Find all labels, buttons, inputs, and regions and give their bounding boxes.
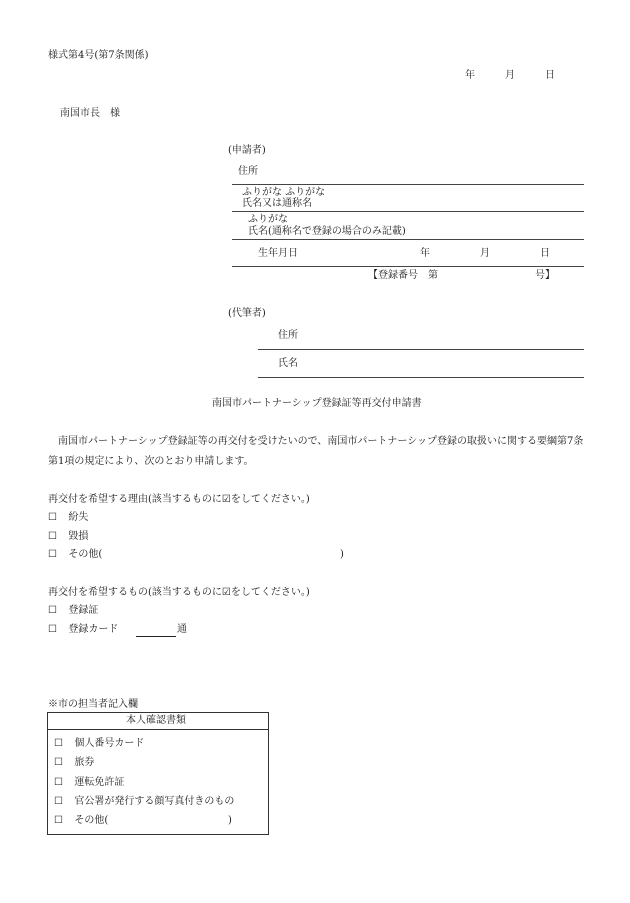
doc-label: その他(	[74, 815, 109, 826]
checkbox-icon[interactable]: ☐	[48, 512, 57, 523]
checkbox-icon[interactable]: ☐	[54, 757, 63, 768]
reason-other-close: )	[340, 549, 344, 560]
proxy-address-line[interactable]	[258, 349, 584, 350]
doc-label: 運転免許証	[74, 777, 125, 788]
doc-passport[interactable]	[54, 757, 94, 769]
item-card[interactable]	[48, 624, 118, 636]
birth-date-line[interactable]	[232, 266, 584, 267]
checkbox-icon[interactable]: ☐	[54, 738, 63, 749]
doc-label: 個人番号カード	[74, 738, 145, 749]
birth-date-label: 生年月日	[258, 248, 298, 259]
checkbox-icon[interactable]: ☐	[48, 605, 57, 616]
proxy-address-label: 住所	[278, 330, 298, 341]
checkbox-icon[interactable]: ☐	[54, 796, 63, 807]
birth-day-label: 日	[540, 248, 550, 259]
document-title: 南国市パートナーシップ登録証等再交付申請書	[212, 398, 422, 409]
birth-year-label: 年	[420, 248, 430, 259]
applicant-furigana-2: ふりがな	[248, 214, 288, 225]
checkbox-icon[interactable]: ☐	[48, 549, 57, 560]
checkbox-icon[interactable]: ☐	[48, 531, 57, 542]
applicant-name-line[interactable]	[232, 211, 584, 212]
card-count-suffix: 通	[177, 624, 187, 635]
reason-damaged[interactable]	[48, 531, 88, 543]
table-header-divider	[47, 729, 268, 730]
form-number: 様式第4号(第7条関係)	[48, 50, 149, 61]
proxy-heading: (代筆者)	[228, 308, 266, 319]
checkbox-icon[interactable]: ☐	[54, 815, 63, 826]
item-label: 登録カード	[68, 624, 119, 635]
reason-label: 紛失	[68, 512, 89, 523]
reason-lost[interactable]	[48, 512, 88, 524]
doc-photo-id[interactable]	[54, 796, 234, 808]
date-month-label: 月	[505, 70, 515, 81]
applicant-furigana: ふりがな ふりがな	[242, 187, 326, 198]
registration-number-prefix: 【登録番号 第	[368, 270, 438, 281]
reason-label: 毀損	[68, 531, 89, 542]
doc-label: 旅券	[74, 757, 95, 768]
applicant-alias-line[interactable]	[232, 239, 584, 240]
body-line-2: 第1項の規定により、次のとおり申請します。	[48, 456, 254, 467]
doc-label: 官公署が発行する顔写真付きのもの	[74, 796, 235, 807]
reasons-heading: 再交付を希望する理由(該当するものに☑をしてください。)	[48, 494, 310, 505]
applicant-address-line[interactable]	[232, 184, 584, 185]
checkbox-icon[interactable]: ☐	[54, 777, 63, 788]
card-count-field[interactable]	[136, 636, 176, 637]
date-day-label: 日	[545, 70, 555, 81]
doc-drivers-license[interactable]	[54, 777, 124, 789]
date-year-label: 年	[465, 70, 475, 81]
item-certificate[interactable]	[48, 605, 98, 617]
registration-number-suffix: 号】	[535, 270, 555, 281]
applicant-name-note: 氏名(通称名で登録の場合のみ記載)	[248, 226, 406, 237]
applicant-address-label: 住所	[238, 166, 258, 177]
proxy-name-label: 氏名	[278, 358, 298, 369]
addressee: 南国市長 様	[60, 108, 120, 119]
birth-month-label: 月	[480, 248, 490, 259]
proxy-name-line[interactable]	[258, 377, 584, 378]
doc-other-close: )	[228, 815, 232, 826]
items-heading: 再交付を希望するもの(該当するものに☑をしてください。)	[48, 587, 310, 598]
reason-label: その他(	[68, 549, 103, 560]
doc-other[interactable]	[54, 815, 108, 827]
staff-heading: ※市の担当者記入欄	[48, 699, 138, 710]
checkbox-icon[interactable]: ☐	[48, 624, 57, 635]
reason-other[interactable]	[48, 549, 102, 561]
table-title: 本人確認書類	[126, 715, 186, 726]
doc-my-number-card[interactable]	[54, 738, 144, 750]
item-label: 登録証	[68, 605, 99, 616]
applicant-heading: (申請者)	[228, 145, 266, 156]
applicant-name-label: 氏名又は通称名	[242, 198, 312, 209]
body-line-1: 南国市パートナーシップ登録証等の再交付を受けたいので、南国市パートナーシップ登録の取扱いに関する要綱第7条	[58, 436, 584, 447]
